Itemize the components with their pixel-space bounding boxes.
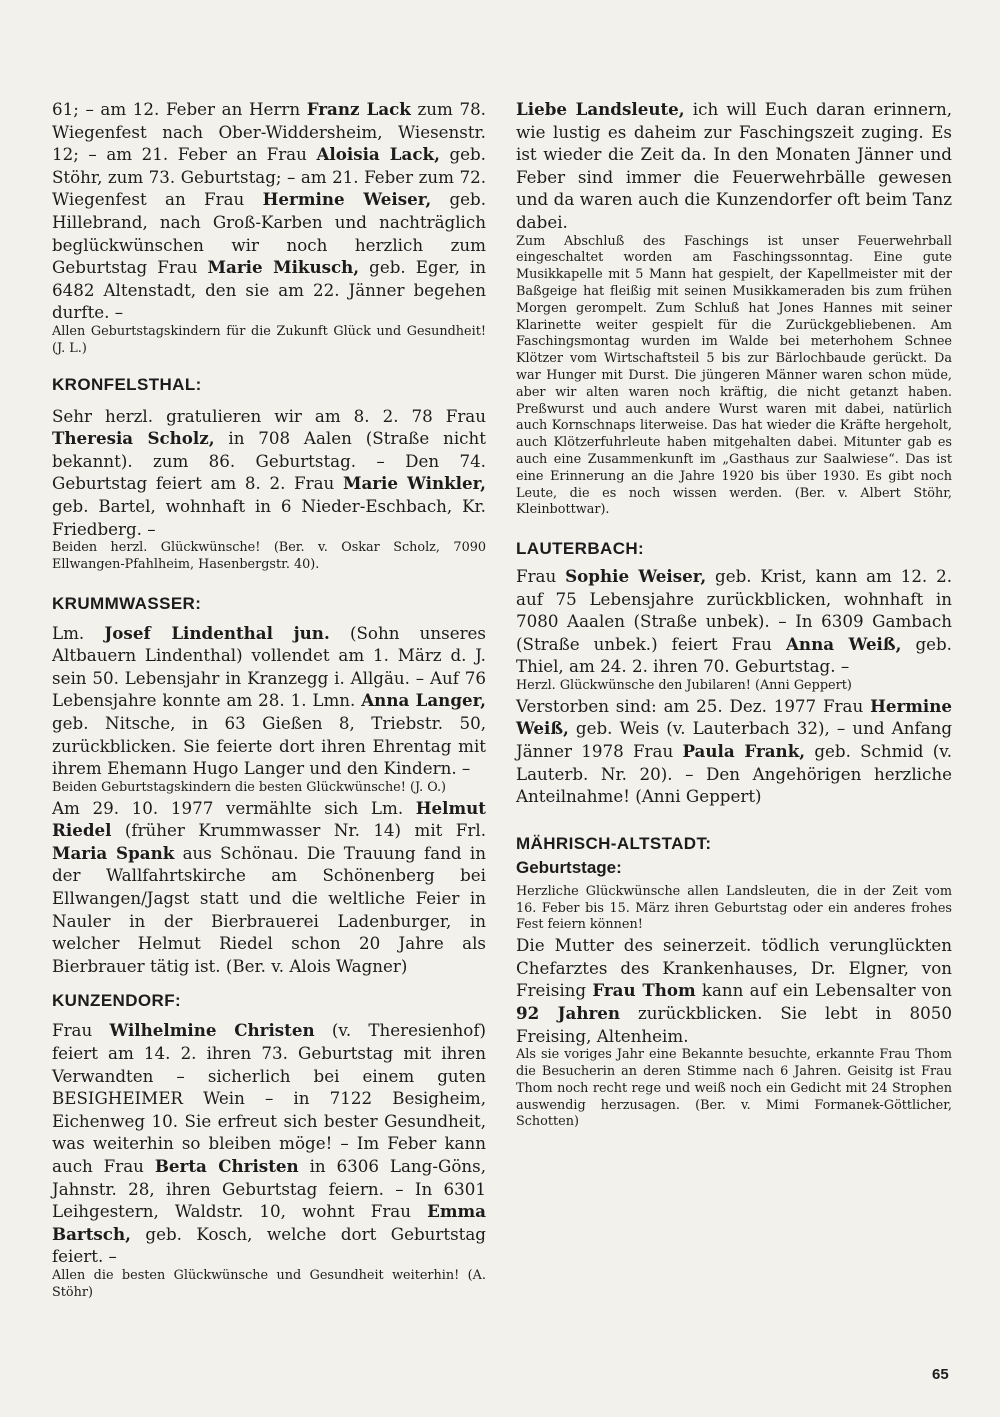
page-number: 65 (932, 1366, 949, 1383)
fasching-story: Zum Abschluß des Faschings ist unser Feuerwehrball eingeschaltet worden am Faschingssonntag. Eine gute Musikkapelle mit 5 Mann hat gespielt, der Kapellmeister mit der Baßgeige hat fleißig mit seinen Musikkameraden bis zum frühen Morgen gerompelt. Zum Schluß hat Jones Hannes mit seiner Klarinette weiter gespielt für die Zurückgebliebenen. Am Faschingsmontag wurden im Walde bei meterhohem Schnee Klötzer vom Wirtschaftsteil 5 bis zur Bärlochbaude gerückt. Da war Hunger mit Durst. Die jüngeren Männer waren schon müde, aber wir alten waren noch kräftig, die nicht getanzt haben. Preßwurst und auch andere Wurst waren mit dabei, natürlich auch Kornschnaps literweise. Das hat wieder die Kräfte hergeholt, auch Klötzerfuhrleute haben mitgehalten dabei. Mitunter gab es auch eine Zusammenkunft im „Gasthaus zur Saalwiese“. Das ist eine Erinnerung an die Jahre 1920 bis über 1930. Es gibt noch Leute, die es noch wissen werden. (Ber. v. Albert Stöhr, Kleinbottwar). (516, 233, 952, 518)
kronfelsthal-note: Beiden herzl. Glückwünsche! (Ber. v. Oskar Scholz, 7090 Ellwangen-Pfahlheim, Hasenbergstr. 40). (52, 540, 486, 572)
kronfelsthal-text: Sehr herzl. gratulieren wir am 8. 2. 78 Frau Theresia Scholz, in 708 Aalen (Straße nicht bekannt). zum 86. Geburtstag. – Den 74. Geburtstag feiert am 8. 2. Frau Marie Winkler, geb. Bartel, wohnhaft in 6 Nieder-Eschbach, Kr. Friedberg. – (52, 405, 486, 539)
kronfelsthal-heading: KRONFELSTHAL: (52, 374, 202, 394)
lauterbach-note: Herzl. Glückwünsche den Jubilaren! (Anni Geppert) (516, 678, 852, 694)
altstadt-subheading: Geburtstage: (516, 857, 622, 877)
lauterbach-heading: LAUTERBACH: (516, 539, 645, 559)
kunzendorf-heading: KUNZENDORF: (52, 991, 182, 1011)
left-column (52, 98, 486, 1302)
right-column (516, 98, 952, 1131)
altstadt-heading: MÄHRISCH-ALTSTADT: (516, 833, 712, 853)
lauterbach-deaths: Verstorben sind: am 25. Dez. 1977 Frau Hermine Weiß, geb. Weis (v. Lauterbach 32), – und Anfang Jänner 1978 Frau Paula Frank, geb. Schmid (v. Lauterb. Nr. 20). – Den Angehörigen herzliche Anteilnahme! (Anni Geppert) (516, 695, 952, 807)
altstadt-story: Als sie voriges Jahr eine Bekannte besuchte, erkannte Frau Thom die Besucherin an deren Stimme nach 6 Jahren. Geisitg ist Frau Thom noch recht rege und weiß noch ein Gedicht mit 24 Strophen auswendig herzusagen. (Ber. v. Mimi Formanek-Göttlicher, Schotten) (516, 1047, 952, 1130)
krummwasser-heading: KRUMMWASSER: (52, 593, 202, 613)
birthdays-wish: Allen Geburtstagskindern für die Zukunft Glück und Gesundheit! (J. L.) (52, 323, 486, 356)
altstadt-greeting: Herzliche Glückwünsche allen Landsleuten, die in der Zeit vom 16. Feber bis 15. März ihren Geburtstag oder ein anderes frohes Fest feiern können! (516, 883, 952, 933)
kunzendorf-note: Allen die besten Glückwünsche und Gesundheit weiterhin! (A. Stöhr) (52, 1267, 486, 1300)
krummwasser-note: Beiden Geburtstagskindern die besten Glückwünsche! (J. O.) (52, 779, 447, 795)
fasching-intro: Liebe Landsleute, ich will Euch daran erinnern, wie lustig es daheim zur Faschingszeit zuging. Es ist wieder die Zeit da. In den Monaten Jänner und Feber sind immer die Feuerwehrbälle gewesen und da waren auch die Kunzendorfer oft beim Tanz dabei. (516, 99, 952, 232)
lauterbach-text: Frau Sophie Weiser, geb. Krist, kann am 12. 2. auf 75 Lebensjahre zurückblicken, wohnhaft in 7080 Aaalen (Straße unbek). – In 6309 Gambach (Straße unbek.) feiert Frau Anna Weiß, geb. Thiel, am 24. 2. ihren 70. Geburtstag. – (516, 566, 953, 677)
kunzendorf-text: Frau Wilhelmine Christen (v. Theresienhof) feiert am 14. 2. ihren 73. Geburtstag mit ihren Verwandten – sicherlich bei einem guten BESIGHEIMER Wein – in 7122 Besigheim, Eichenweg 10. Sie erfreut sich bester Gesundheit, was weiterhin so bleiben möge! – Im Feber kann auch Frau Berta Christen in 6306 Lang-Göns, Jahnstr. 28, ihren Geburtstag feiern. – In 6301 Leihgestern, Waldstr. 10, wohnt Frau Emma Bartsch, geb. Kosch, welche dort Geburtstag feiert. – (52, 1020, 487, 1267)
krummwasser-text: Lm. Josef Lindenthal jun. (Sohn unseres Altbauern Lindenthal) vollendet am 1. März d. J. sein 50. Lebensjahr in Kranzegg i. Allgäu. – Auf 76 Lebensjahre konnte am 28. 1. Lmn. Anna Langer, geb. Nitsche, in 63 Gießen 8, Triebstr. 50, zurückblicken. Sie feierte dort ihren Ehrentag mit ihrem Ehemann Hugo Langer und den Kindern. – (52, 622, 486, 779)
altstadt-text: Die Mutter des seinerzeit. tödlich verunglückten Chefarztes des Krankenhauses, Dr. Elgner, von Freising Frau Thom kann auf ein Lebensalter von 92 Jahren zurückblicken. Sie lebt in 8050 Freising, Altenheim. (516, 935, 952, 1046)
birthdays-continued: 61; – am 12. Feber an Herrn Franz Lack zum 78. Wiegenfest nach Ober-Widdersheim, Wiesenstr. 12; – am 21. Feber an Frau Aloisia Lack, geb. Stöhr, zum 73. Geburtstag; – am 21. Feber zum 72. Wiegenfest an Frau Hermine Weiser, geb. Hillebrand, nach Groß-Karben und nachträglich beglückwünschen wir noch herzlich zum Geburtstag Frau Marie Mikusch, geb. Eger, in 6482 Altenstadt, den sie am 22. Jänner begehen durfte. – (52, 99, 487, 323)
krummwasser-wedding: Am 29. 10. 1977 vermählte sich Lm. Helmut Riedel (früher Krummwasser Nr. 14) mit Frl. Maria Spank aus Schönau. Die Trauung fand in der Wallfahrtskirche am Schönenberg bei Ellwangen/Jagst statt und die weltliche Feier in Nauler in der Bierbrauerei Ladenburger, in welcher Helmut Riedel schon 20 Jahre als Bierbrauer tätig ist. (Ber. v. Alois Wagner) (52, 797, 486, 976)
